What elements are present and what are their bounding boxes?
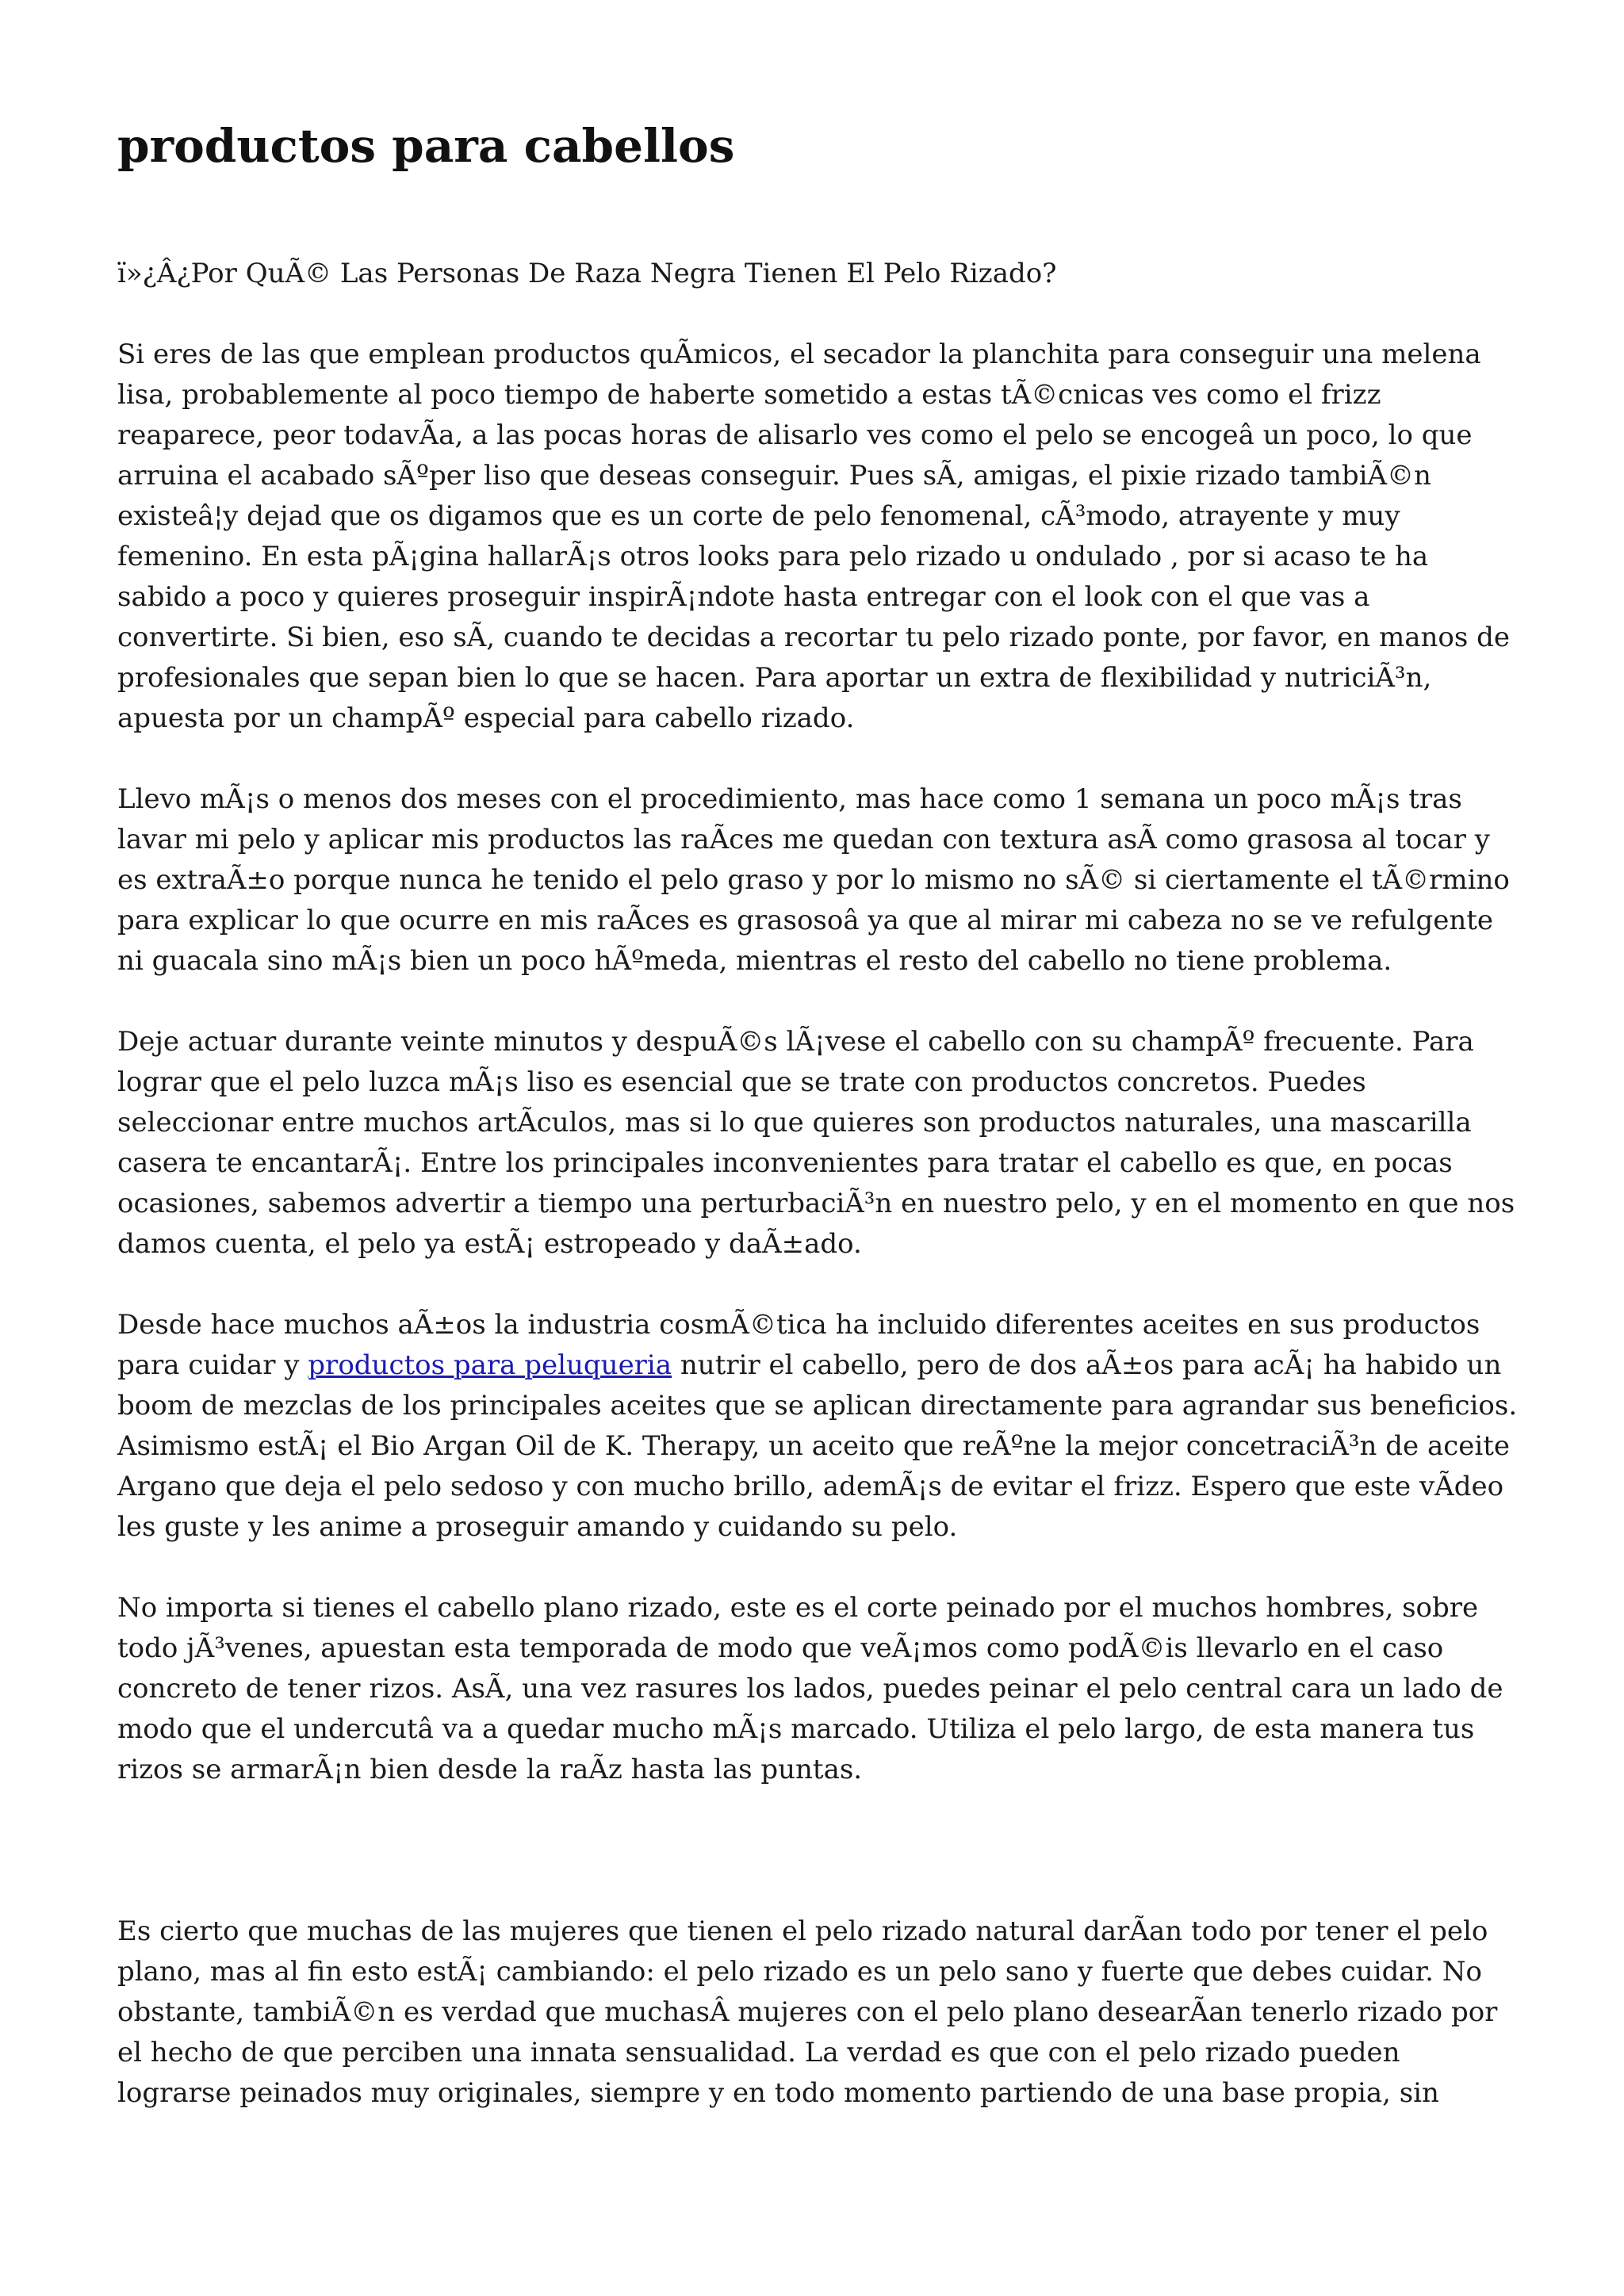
- productos-peluqueria-link[interactable]: productos para peluqueria: [308, 1349, 672, 1381]
- page-title: productos para cabellos: [117, 119, 735, 173]
- document-page: [117, 119, 1521, 2114]
- paragraph-1: Si eres de las que emplean productos quÃmicos, el secador la planchita para conseguir una melena lisa, probablemente al poco tiempo de haberte sometido a estas tÃ©cnicas ves como el frizz reaparece, peor todavÃa, a las pocas horas de alisarlo ves como el pelo se encogeâ un poco, lo que arruina el acabado sÃºper liso que deseas conseguir. Pues sÃ, amigas, el pixie rizado tambiÃ©n existeâ¦y dejad que os digamos que es un corte de pelo fenomenal, cÃ³modo, atrayente y muy femenino. En esta pÃ¡gina hallarÃ¡s otros looks para pelo rizado u ondulado , por si acaso te ha sabido a poco y quieres proseguir inspirÃ¡ndote hasta entregar con el look con el que vas a convertirte. Si bien, eso sÃ, cuando te decidas a recortar tu pelo rizado ponte, por favor, en manos de profesionales que sepan bien lo que se hacen. Para aportar un extra de flexibilidad y nutriciÃ³n, apuesta por un champÃº especial para cabello rizado.: [117, 338, 1511, 734]
- paragraph-4-text-before: Desde hace muchos aÃ±os la industria cosmÃ©tica ha incluido diferentes aceites en sus productos para cuidar y: [117, 1308, 1480, 1381]
- paragraph-4-text-after: nutrir el cabello, pero de dos aÃ±os para acÃ¡ ha habido un boom de mezclas de los principales aceites que se aplican directamente para agrandar sus beneficios. Asimismo estÃ¡ el Bio Argan Oil de K. Therapy, un aceito que reÃºne la mejor concetraciÃ³n de aceite Argano que deja el pelo sedoso y con mucho brillo, ademÃ¡s de evitar el frizz. Espero que este vÃdeo les guste y les anime a proseguir amando y cuidando su pelo.: [117, 1349, 1518, 1543]
- paragraph-2: Llevo mÃ¡s o menos dos meses con el procedimiento, mas hace como 1 semana un poco mÃ¡s tras lavar mi pelo y aplicar mis productos las raÃces me quedan con textura asÃ como grasosa al tocar y es extraÃ±o porque nunca he tenido el pelo graso y por lo mismo no sÃ© si ciertamente el tÃ©rmino para explicar lo que ocurre en mis raÃces es grasosoâ ya que al mirar mi cabeza no se ve refulgente ni guacala sino mÃ¡s bien un poco hÃºmeda, mientras el resto del cabello no tiene problema.: [117, 783, 1510, 977]
- paragraph-3: Deje actuar durante veinte minutos y despuÃ©s lÃ¡vese el cabello con su champÃº frecuente. Para lograr que el pelo luzca mÃ¡s liso es esencial que se trate con productos concretos. Puedes seleccionar entre muchos artÃculos, mas si lo que quieres son productos naturales, una mascarilla casera te encantarÃ¡. Entre los principales inconvenientes para tratar el cabello es que, en pocas ocasiones, sabemos advertir a tiempo una perturbaciÃ³n en nuestro pelo, y en el momento en que nos damos cuenta, el pelo ya estÃ¡ estropeado y daÃ±ado.: [117, 1025, 1515, 1260]
- paragraph-5: No importa si tienes el cabello plano rizado, este es el corte peinado por el muchos hombres, sobre todo jÃ³venes, apuestan esta temporada de modo que veÃ¡mos como podÃ©is llevarlo en el caso concreto de tener rizos. AsÃ, una vez rasures los lados, puedes peinar el pelo central cara un lado de modo que el undercutâ va a quedar mucho mÃ¡s marcado. Utiliza el pelo largo, de esta manera tus rizos se armarÃ¡n bien desde la raÃz hasta las puntas.: [117, 1591, 1503, 1785]
- paragraph-6: Es cierto que muchas de las mujeres que tienen el pelo rizado natural darÃan todo por tener el pelo plano, mas al fin esto estÃ¡ cambiando: el pelo rizado es un pelo sano y fuerte que debes cuidar. No obstante, tambiÃ©n es verdad que muchasÂ mujeres con el pelo plano desearÃan tenerlo rizado por el hecho de que perciben una innata sensualidad. La verdad es que con el pelo rizado pueden lograrse peinados muy originales, siempre y en todo momento partiendo de una base propia, sin: [117, 1915, 1498, 2109]
- lead-paragraph: ï»¿Â¿Por QuÃ© Las Personas De Raza Negra Tienen El Pelo Rizado?: [117, 257, 1057, 289]
- paragraph-4: [117, 1305, 1521, 1548]
